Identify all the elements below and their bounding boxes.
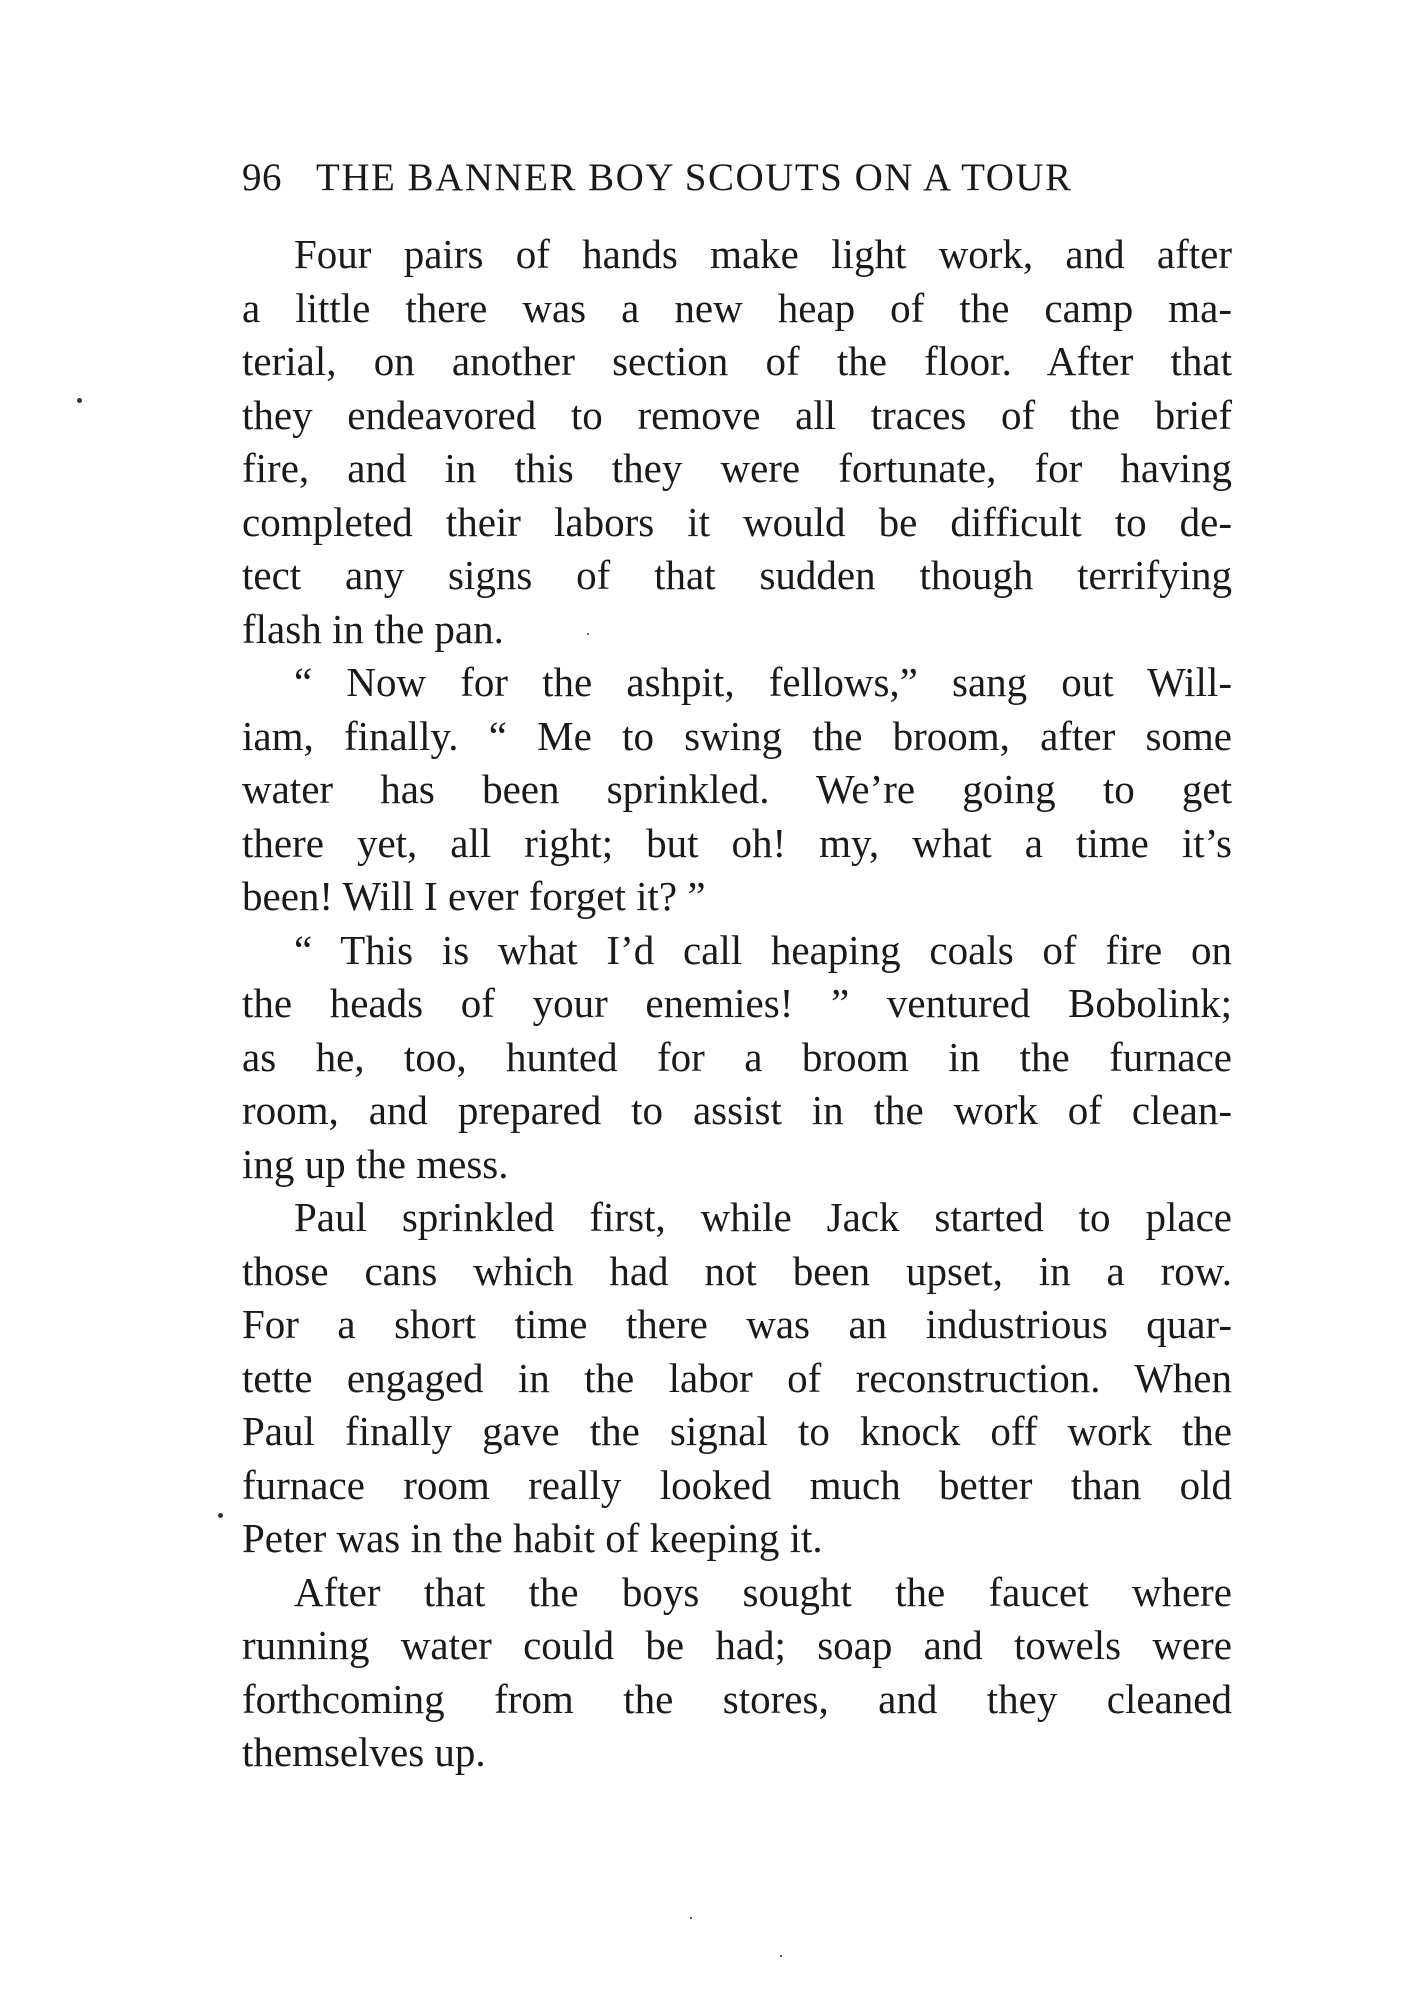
paragraph (242, 228, 1232, 656)
text-line: they endeavored to remove all traces of the brief (242, 391, 1232, 438)
text-line: Peter was in the habit of keeping it. (242, 1515, 823, 1561)
text-line: themselves up. (242, 1729, 486, 1775)
text-line: completed their labors it would be difficult to de- (242, 498, 1232, 545)
text-line: fire, and in this they were fortunate, for having (242, 445, 1232, 491)
text-line: there yet, all right; but oh! my, what a time it’s (242, 819, 1232, 866)
text-line: “ This is what I’d call heaping coals of fire on (294, 926, 1232, 973)
text-line: tette engaged in the labor of reconstruction. When (242, 1354, 1232, 1401)
text-line: water has been sprinkled. We’re going to get (242, 766, 1232, 812)
text-line: the heads of your enemies! ” ventured Bobolink; (242, 980, 1232, 1026)
body-text (242, 228, 1232, 1780)
running-title: THE BANNER BOY SCOUTS ON A TOUR (316, 156, 1073, 199)
ink-speck (587, 633, 589, 635)
ink-speck (690, 1917, 692, 1919)
text-line: ing up the mess. (242, 1140, 509, 1187)
text-line: a little there was a new heap of the camp ma- (242, 284, 1232, 331)
text-line: furnace room really looked much better than old (242, 1461, 1232, 1508)
text-line: For a short time there was an industrious quar- (242, 1301, 1232, 1347)
paragraph (242, 924, 1232, 1192)
text-line: those cans which had not been upset, in a row. (242, 1247, 1232, 1294)
text-line: iam, finally. “ Me to swing the broom, after some (242, 712, 1232, 759)
text-line: terial, on another section of the floor. After that (242, 338, 1232, 384)
text-line: “ Now for the ashpit, fellows,” sang out Will- (294, 659, 1232, 705)
text-line: Paul sprinkled first, while Jack started to place (294, 1194, 1232, 1240)
text-line: room, and prepared to assist in the work of clean- (242, 1087, 1232, 1133)
text-line: as he, too, hunted for a broom in the furnace (242, 1033, 1232, 1080)
text-line: forthcoming from the stores, and they cleaned (242, 1675, 1232, 1722)
text-line: Paul finally gave the signal to knock off work the (242, 1408, 1232, 1454)
running-head (242, 148, 1232, 208)
text-line: running water could be had; soap and towels were (242, 1622, 1232, 1668)
page-number: 96 (242, 156, 282, 199)
text-line: tect any signs of that sudden though terrifying (242, 552, 1232, 598)
text-line: After that the boys sought the faucet where (294, 1568, 1232, 1615)
paragraph (242, 1566, 1232, 1780)
text-line: been! Will I ever forget it? ” (242, 873, 706, 919)
ink-speck (77, 398, 82, 403)
text-line: Four pairs of hands make light work, and after (294, 231, 1232, 277)
paragraph (242, 1191, 1232, 1566)
ink-speck (218, 1513, 223, 1518)
ink-speck (780, 1955, 782, 1957)
paragraph (242, 656, 1232, 924)
text-line: flash in the pan. (242, 605, 504, 652)
